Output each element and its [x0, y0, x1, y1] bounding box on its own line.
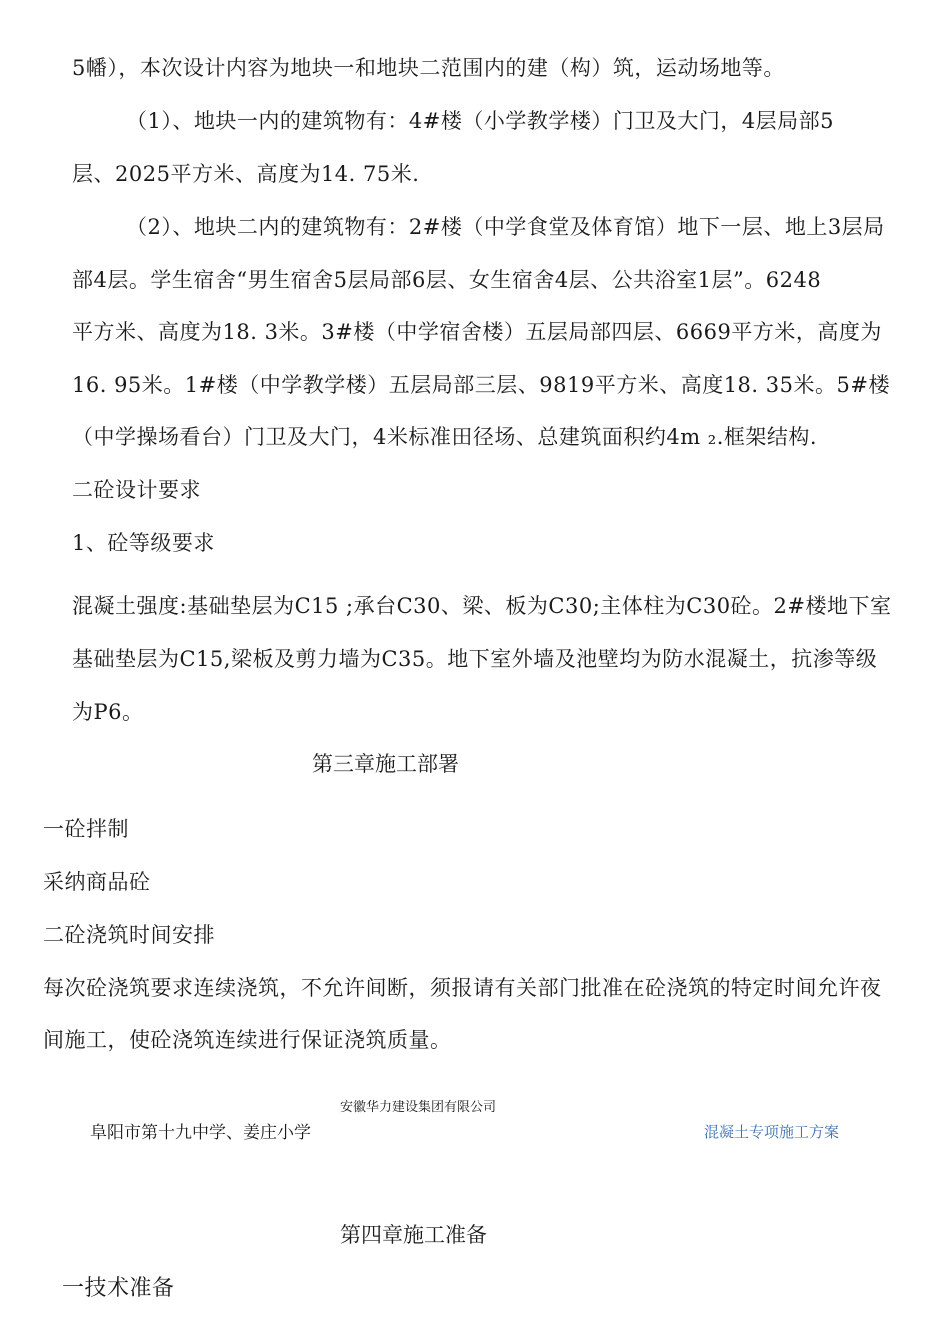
subsection-heading: 1、砼等级要求 — [72, 531, 215, 555]
company-header: 安徽华力建设集团有限公司 — [340, 1100, 497, 1115]
paragraph-line: 5幡），本次设计内容为地块一和地块二范围内的建（构）筑，运动场地等。 — [72, 56, 785, 80]
chapter-title: 第四章施工准备 — [340, 1223, 487, 1247]
project-name-header: 阜阳市第十九中学、姜庄小学 — [90, 1123, 311, 1143]
document-title-header: 混凝土专项施工方案 — [704, 1123, 840, 1141]
paragraph-line: 层、2025平方米、高度为14. 75米. — [72, 162, 420, 186]
paragraph-line: 平方米、高度为18. 3米。3#楼（中学宿舍楼）五层局部四层、6669平方米，高度为 — [72, 320, 882, 344]
paragraph-line: （1）、地块一内的建筑物有：4#楼（小学教学楼）门卫及大门，4层局部5 — [126, 109, 835, 133]
paragraph-line: 部4层。学生宿舍“男生宿舍5层局部6层、女生宿舍4层、公共浴室1层”。6248 — [72, 268, 822, 292]
paragraph-line: 16. 95米。1#楼（中学教学楼）五层局部三层、9819平方米、高度18. 35米。5#楼 — [72, 373, 890, 397]
paragraph-line: （中学操场看台）门卫及大门，4米标准田径场、总建筑面积约4m ₂.框架结构. — [72, 425, 818, 449]
paragraph-line: （2）、地块二内的建筑物有：2#楼（中学食堂及体育馆）地下一层、地上3层局 — [126, 215, 885, 239]
paragraph-line: 间施工，使砼浇筑连续进行保证浇筑质量。 — [43, 1028, 452, 1052]
paragraph-line: 基础垫层为C15,梁板及剪力墙为C35。地下室外墙及池壁均为防水混凝土，抗渗等级 — [72, 647, 878, 671]
section-heading: 一技术准备 — [62, 1276, 175, 1301]
section-heading: 二砼设计要求 — [72, 478, 201, 502]
paragraph-line: 混凝土强度:基础垫层为C15 ;承台C30、梁、板为C30;主体柱为C30砼。2#楼地下室 — [72, 594, 892, 618]
paragraph-line: 每次砼浇筑要求连续浇筑，不允许间断，须报请有关部门批准在砼浇筑的特定时间允许夜 — [43, 976, 882, 1000]
paragraph-line: 采纳商品砼 — [43, 870, 151, 894]
section-heading: 二砼浇筑时间安排 — [43, 923, 215, 947]
chapter-title: 第三章施工部署 — [312, 752, 459, 776]
paragraph-line: 为P6。 — [72, 700, 144, 724]
section-heading: 一砼拌制 — [43, 817, 129, 841]
